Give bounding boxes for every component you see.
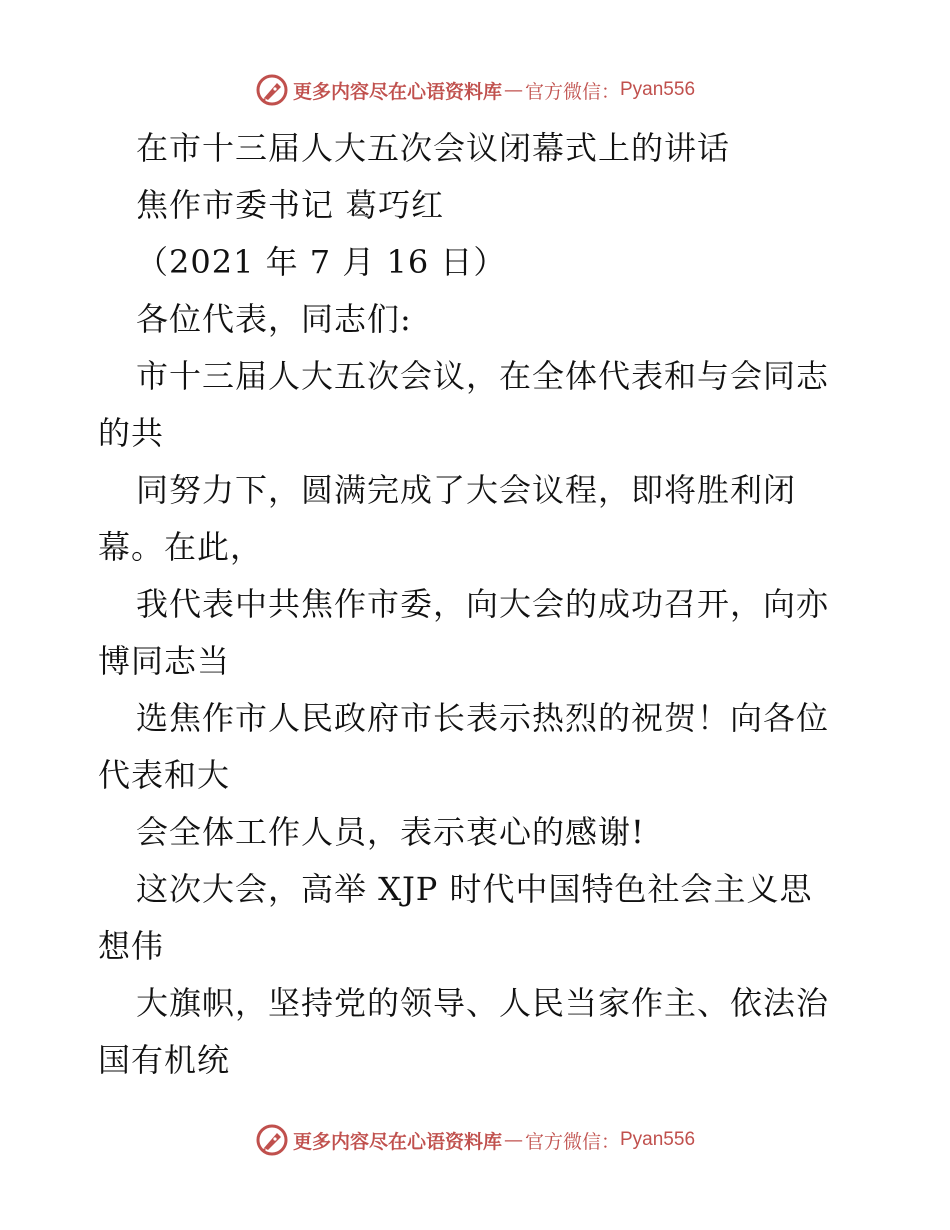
pen-nib-icon [255,73,289,107]
text-line: 的共 [98,414,165,452]
text-line: 我代表中共焦作市委，向大会的成功召开，向亦 [136,585,830,623]
text-line: 想伟 [98,927,165,965]
document-body [98,120,858,1089]
text-line: 国有机统 [98,1041,231,1079]
banner-wechat-label: 官方微信： [524,80,620,103]
header-watermark-banner [0,70,950,110]
text-line: 同努力下，圆满完成了大会议程，即将胜利闭 [136,471,797,509]
text-line: 焦作市委书记 葛巧红 [136,186,445,224]
banner-separator: — [503,1129,523,1151]
banner-wechat-id: Pyan556 [620,79,696,100]
text-line: 各位代表，同志们: [136,300,412,338]
text-line: （2021 年 7 月 16 日） [136,243,507,281]
text-line: 博同志当 [98,642,231,680]
footer-watermark-banner [0,1120,950,1160]
banner-text: 更多内容尽在心语资料库 [292,1130,502,1153]
text-line: 市十三届人大五次会议，在全体代表和与会同志 [136,357,830,395]
text-line: 选焦作市人民政府市长表示热烈的祝贺！向各位 [136,699,830,737]
text-line: 大旗帜，坚持党的领导、人民当家作主、依法治 [136,984,830,1022]
text-line: 这次大会，高举 XJP 时代中国特色社会主义思 [136,870,813,908]
banner-wechat-label: 官方微信： [524,1130,620,1153]
text-line: 幕。在此， [98,528,264,566]
banner-separator: — [503,79,523,101]
text-line: 会全体工作人员，表示衷心的感谢! [136,813,645,851]
text-line: 在市十三届人大五次会议闭幕式上的讲话 [136,129,731,167]
banner-text: 更多内容尽在心语资料库 [292,80,502,103]
text-line: 代表和大 [98,756,231,794]
pen-nib-icon [255,1123,289,1157]
banner-wechat-id: Pyan556 [620,1129,696,1150]
